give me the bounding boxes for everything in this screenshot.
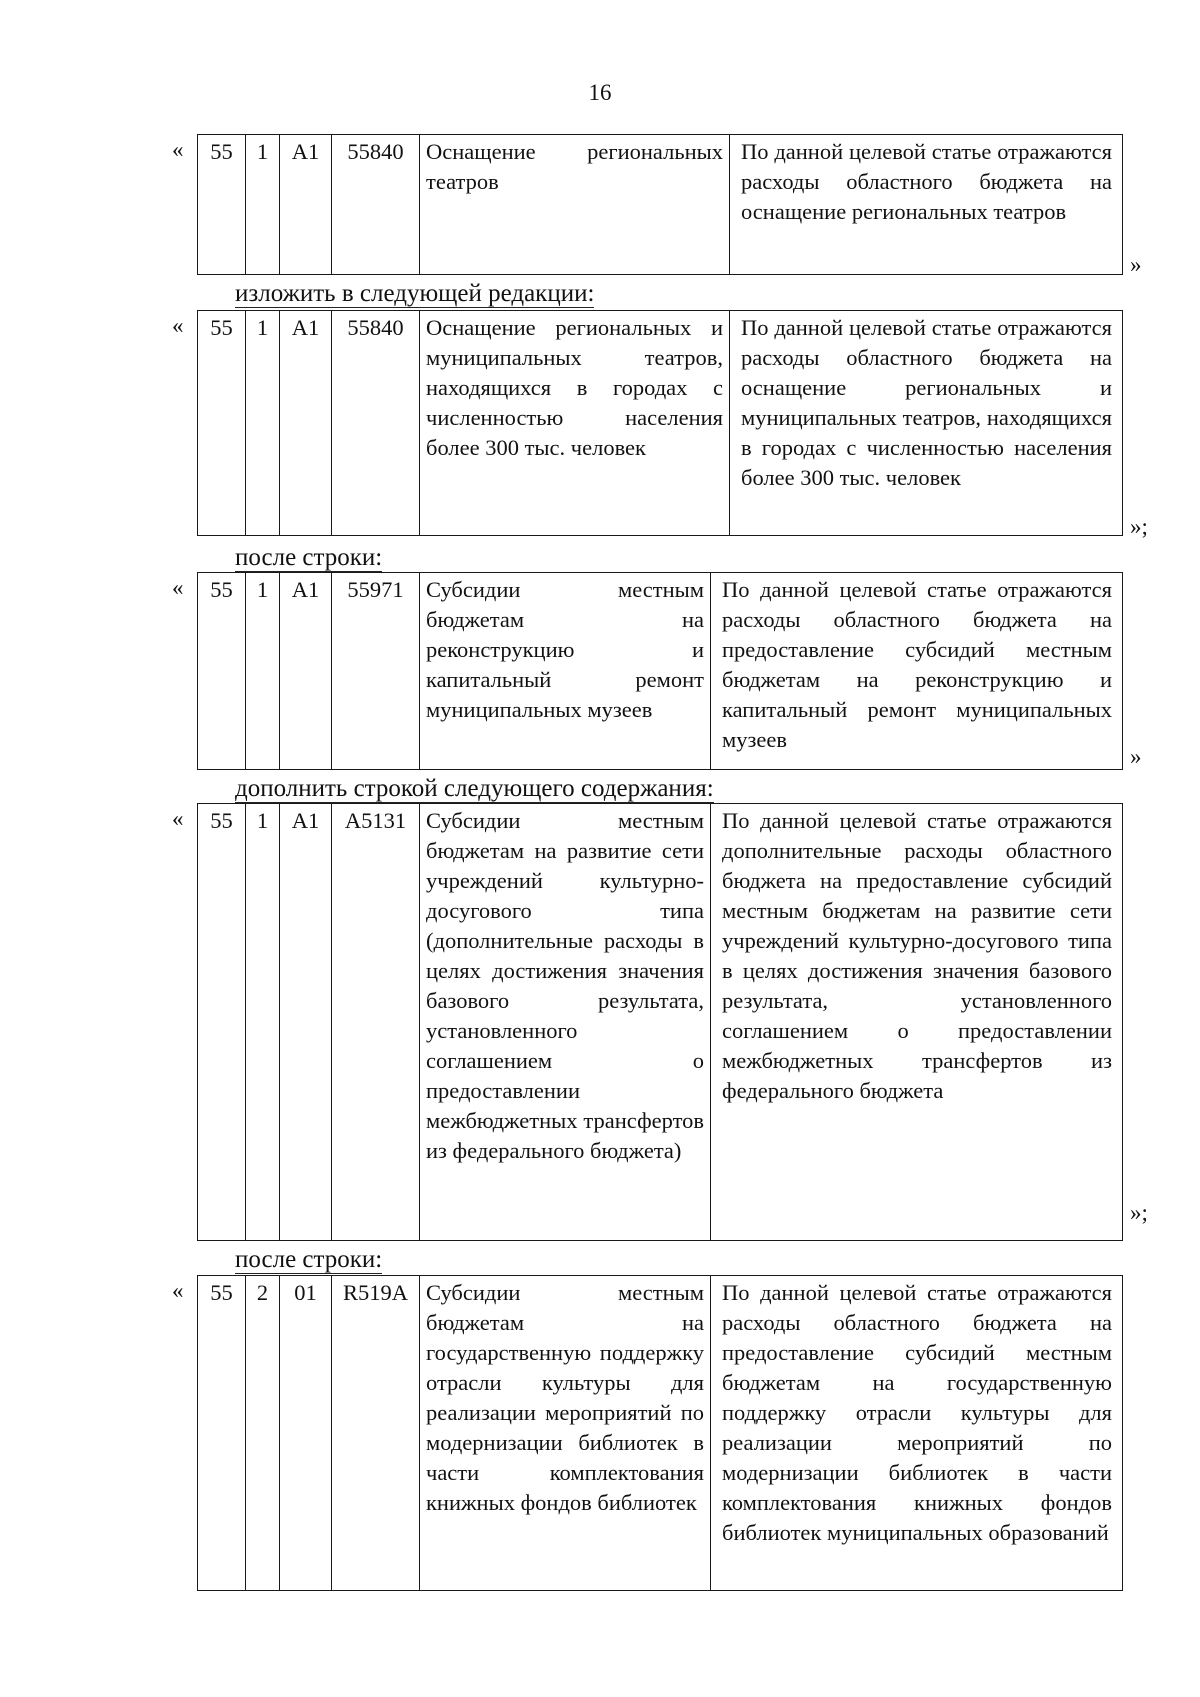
project-code: A1 (280, 804, 332, 1241)
expense-description: По данной целевой статье отражаются расходы областного бюджета на предоставление субсидий местным бюджетам на государственную поддержку отрасли культуры для реализации мероприятий по модернизации библиотек в части комплектования книжных фондов библиотек муниципальных образований (711, 1276, 1123, 1591)
expense-description: По данной целевой статье отражаются расходы областного бюджета на предоставление субсидий местным бюджетам на реконструкцию и капитальный ремонт муниципальных музеев (711, 573, 1123, 770)
subprogram-code: 1 (246, 311, 280, 536)
opening-quote: « (172, 1278, 184, 1303)
direction-code: R519A (332, 1276, 420, 1591)
program-code: 55 (198, 573, 246, 770)
closing-quote: » (1130, 252, 1142, 277)
instruction-phrase: после строки: (235, 1246, 383, 1273)
direction-code: 55840 (332, 135, 420, 275)
closing-quote: » (1130, 744, 1142, 769)
classification-row (197, 1275, 1123, 1591)
program-code: 55 (198, 1276, 246, 1591)
expense-name: Оснащение региональных и муниципальных театров, находящихся в городах с численностью населения более 300 тыс. человек (420, 311, 730, 536)
project-code: 01 (280, 1276, 332, 1591)
classification-row (197, 572, 1123, 770)
opening-quote: « (172, 137, 184, 162)
subprogram-code: 1 (246, 135, 280, 275)
classification-row (197, 310, 1123, 536)
instruction-phrase: после строки: (235, 544, 383, 571)
direction-code: 55840 (332, 311, 420, 536)
opening-quote: « (172, 575, 184, 600)
classification-row (197, 803, 1123, 1241)
program-code: 55 (198, 135, 246, 275)
page-number: 16 (588, 80, 612, 105)
project-code: A1 (280, 573, 332, 770)
expense-name: Субсидии местным бюджетам на развитие сети учреждений культурно-досугового типа (дополнительные расходы в целях достижения значения базового результата, установленного соглашением о предоставлении межбюджетных трансфертов из федерального бюджета) (420, 804, 711, 1241)
instruction-phrase: дополнить строкой следующего содержания: (235, 775, 714, 802)
program-code: 55 (198, 804, 246, 1241)
project-code: A1 (280, 135, 332, 275)
expense-description: По данной целевой статье отражаются расходы областного бюджета на оснащение региональных театров (730, 135, 1123, 275)
closing-quote: »; (1130, 514, 1148, 539)
expense-name: Субсидии местным бюджетам на государственную поддержку отрасли культуры для реализации мероприятий по модернизации библиотек в части комплектования книжных фондов библиотек (420, 1276, 711, 1591)
expense-name: Оснащение региональных театров (420, 135, 730, 275)
subprogram-code: 1 (246, 804, 280, 1241)
subprogram-code: 1 (246, 573, 280, 770)
expense-description: По данной целевой статье отражаются расходы областного бюджета на оснащение региональных и муниципальных театров, находящихся в городах с численностью населения более 300 тыс. человек (730, 311, 1123, 536)
expense-description: По данной целевой статье отражаются дополнительные расходы областного бюджета на предоставление субсидий местным бюджетам на развитие сети учреждений культурно-досугового типа в целях достижения значения базового результата, установленного соглашением о предоставлении межбюджетных трансфертов из федерального бюджета (711, 804, 1123, 1241)
expense-name: Субсидии местным бюджетам на реконструкцию и капитальный ремонт муниципальных музеев (420, 573, 711, 770)
closing-quote: »; (1130, 1200, 1148, 1225)
direction-code: A5131 (332, 804, 420, 1241)
subprogram-code: 2 (246, 1276, 280, 1591)
direction-code: 55971 (332, 573, 420, 770)
opening-quote: « (172, 313, 184, 338)
instruction-phrase: изложить в следующей редакции: (235, 280, 595, 307)
project-code: A1 (280, 311, 332, 536)
opening-quote: « (172, 806, 184, 831)
program-code: 55 (198, 311, 246, 536)
classification-row (197, 134, 1123, 275)
